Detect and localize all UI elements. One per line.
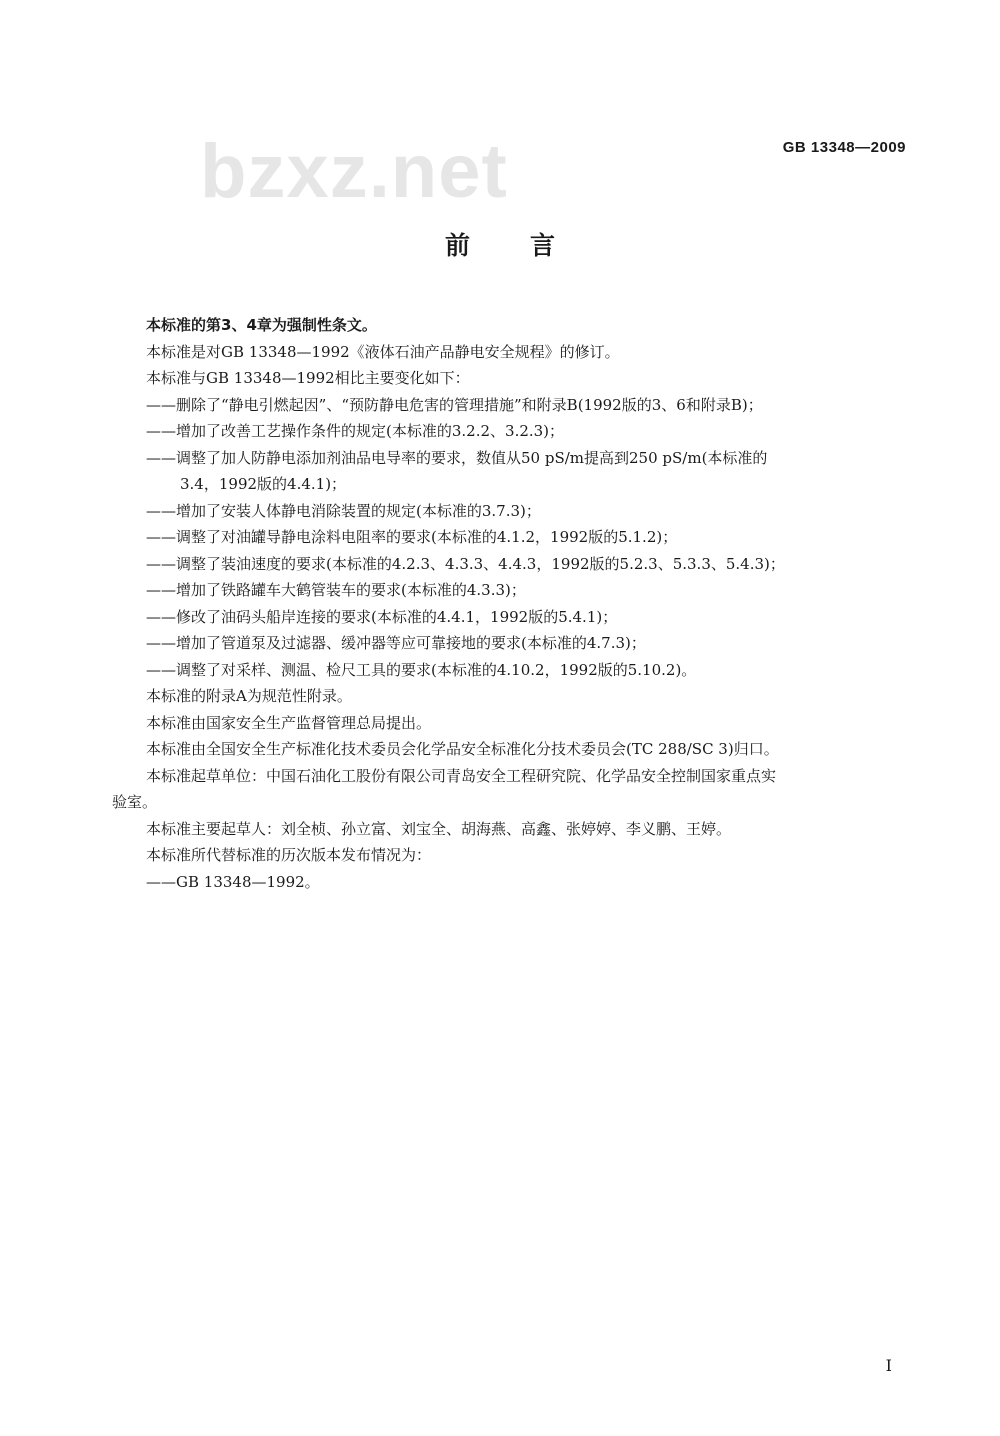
change-item: ——增加了改善工艺操作条件的规定(本标准的3.2.2、3.2.3)； xyxy=(146,422,565,440)
paragraph-drafting-units: 本标准起草单位：中国石油化工股份有限公司青岛安全工程研究院、化学品安全控制国家重点实 xyxy=(146,766,777,785)
change-item: ——修改了油码头船岸连接的要求(本标准的4.4.1，1992版的5.4.1)； xyxy=(146,607,618,626)
paragraph-appendix: 本标准的附录A为规范性附录。 xyxy=(146,687,352,705)
paragraph-changes-intro: 本标准与GB 13348—1992相比主要变化如下： xyxy=(146,369,470,387)
preface-body xyxy=(112,312,912,895)
paragraph-proposed-by: 本标准由国家安全生产监督管理总局提出。 xyxy=(146,713,432,732)
change-item: ——调整了装油速度的要求(本标准的4.2.3、4.3.3、4.4.3，1992版的5.2.3、5.3.3、5.4.3)； xyxy=(146,554,785,573)
change-item: ——调整了加人防静电添加剂油品电导率的要求，数值从50 pS/m提高到250 pS/m(本标准的 xyxy=(146,448,768,467)
page-title: 前言 xyxy=(444,231,615,260)
change-item: ——删除了“静电引燃起因”、“预防静电危害的管理措施”和附录B(1992版的3、6和附录B)； xyxy=(146,395,763,414)
change-item: ——增加了管道泵及过滤器、缓冲器等应可靠接地的要求(本标准的4.7.3)； xyxy=(146,634,646,652)
paragraph-history-item: ——GB 13348—1992。 xyxy=(146,872,320,891)
change-item: ——增加了铁路罐车大鹤管装车的要求(本标准的4.3.3)； xyxy=(146,581,526,599)
paragraph-centralized-by: 本标准由全国安全生产标准化技术委员会化学品安全标准化分技术委员会(TC 288/SC 3)归口。 xyxy=(146,740,779,758)
change-item: ——调整了对采样、测温、检尺工具的要求(本标准的4.10.2，1992版的5.10.2)。 xyxy=(146,660,697,679)
paragraph-drafting-units-cont: 验室。 xyxy=(112,793,158,811)
change-item: ——增加了安装人体静电消除装置的规定(本标准的3.7.3)； xyxy=(146,501,541,520)
paragraph-history-intro: 本标准所代替标准的历次版本发布情况为： xyxy=(146,846,432,864)
change-item-continuation: 3.4，1992版的4.4.1)； xyxy=(180,475,347,493)
change-item: ——调整了对油罐导静电涂料电阻率的要求(本标准的4.1.2，1992版的5.1.2)； xyxy=(146,528,678,546)
page-number: I xyxy=(885,1356,892,1375)
watermark: bzxz.net xyxy=(200,129,508,214)
paragraph-drafters: 本标准主要起草人：刘全桢、孙立富、刘宝全、胡海燕、高鑫、张婷婷、李义鹏、王婷。 xyxy=(146,819,732,838)
standard-code: GB 13348—2009 xyxy=(782,139,906,156)
paragraph-revision: 本标准是对GB 13348—1992《液体石油产品静电安全规程》的修订。 xyxy=(146,342,620,361)
paragraph-mandatory: 本标准的第3、4章为强制性条文。 xyxy=(146,316,377,334)
